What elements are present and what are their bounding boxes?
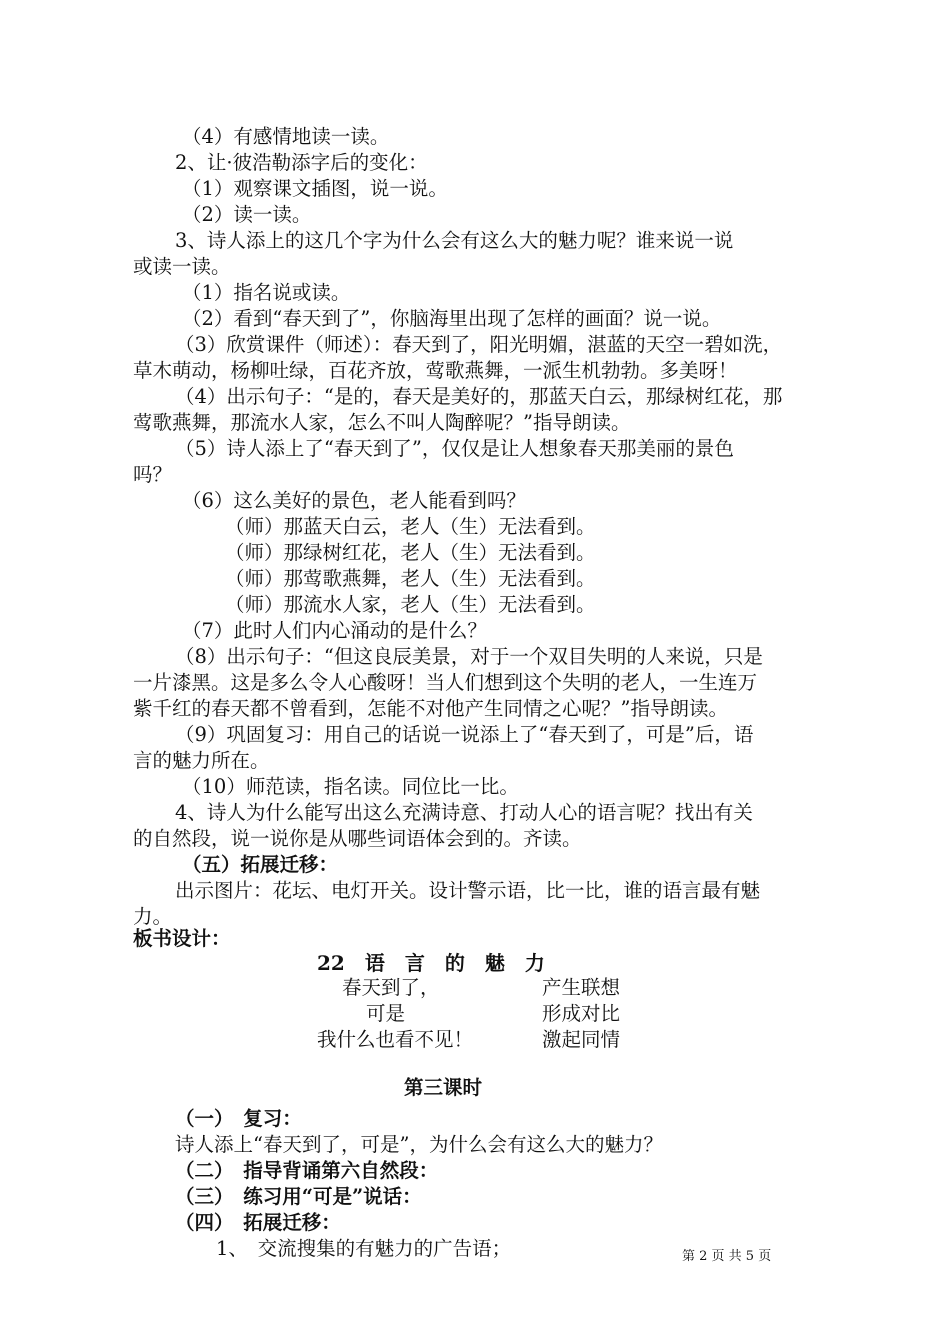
text-line: （4）有感情地读一读。 — [182, 125, 390, 148]
text-line: （1）观察课文插图，说一说。 — [182, 177, 448, 200]
text-line: （10）师范读，指名读。同位比一比。 — [182, 775, 519, 798]
section-heading: （四） 拓展迁移： — [175, 1211, 341, 1234]
section-heading: （一） 复习： — [175, 1107, 302, 1130]
board-left-item: 可是 — [366, 1002, 406, 1025]
text-line: 力。 — [133, 905, 173, 928]
text-line: （2）读一读。 — [182, 203, 312, 226]
text-line: 诗人添上“春天到了，可是”，为什么会有这么大的魅力？ — [175, 1133, 663, 1156]
text-line: （师）那流水人家，老人（生）无法看到。 — [225, 593, 596, 616]
text-line: 2、让·彼浩勒添字后的变化： — [175, 151, 428, 174]
text-line: 言的魅力所在。 — [133, 749, 270, 772]
text-line: （师）那蓝天白云，老人（生）无法看到。 — [225, 515, 596, 538]
page-number: 第 2 页 共 5 页 — [682, 1249, 772, 1264]
board-design-heading: 板书设计： — [133, 927, 231, 950]
text-line: 紫千红的春天都不曾看到，怎能不对他产生同情之心呢？”指导朗读。 — [133, 697, 728, 720]
board-left-item: 春天到了， — [342, 976, 440, 999]
text-line: （7）此时人们内心涌动的是什么？ — [182, 619, 487, 642]
text-line: 一片漆黑。这是多么令人心酸呀！当人们想到这个失明的老人，一生连万 — [133, 671, 758, 694]
text-line: （2）看到“春天到了”，你脑海里出现了怎样的画面？说一说。 — [182, 307, 722, 330]
text-line: 1、 交流搜集的有魅力的广告语； — [216, 1237, 512, 1260]
text-line: 的自然段，说一说你是从哪些词语体会到的。齐读。 — [133, 827, 582, 850]
text-line: 莺歌燕舞，那流水人家，怎么不叫人陶醉呢？”指导朗读。 — [133, 411, 631, 434]
text-line: （9）巩固复习：用自己的话说一说添上了“春天到了，可是”后，语 — [175, 723, 754, 746]
section-heading: （五）拓展迁移： — [182, 853, 339, 876]
text-line: （师）那莺歌燕舞，老人（生）无法看到。 — [225, 567, 596, 590]
section-heading: （三） 练习用“可是”说话： — [175, 1185, 422, 1208]
text-line: （5）诗人添上了“春天到了”，仅仅是让人想象春天那美丽的景色 — [175, 437, 734, 460]
text-line: （6）这么美好的景色，老人能看到吗？ — [182, 489, 526, 512]
text-line: 出示图片：花坛、电灯开关。设计警示语，比一比，谁的语言最有魅 — [175, 879, 761, 902]
text-line: 或读一读。 — [133, 255, 231, 278]
board-left-item: 我什么也看不见！ — [317, 1028, 474, 1051]
board-title: 22 语 言 的 魅 力 — [317, 951, 545, 975]
text-line: 吗？ — [133, 463, 173, 486]
text-line: （3）欣赏课件（师述）：春天到了，阳光明媚，湛蓝的天空一碧如洗， — [175, 333, 783, 356]
board-right-item: 产生联想 — [542, 976, 621, 999]
section-heading: （二） 指导背诵第六自然段： — [175, 1159, 439, 1182]
text-line: （8）出示句子：“但这良辰美景，对于一个双目失明的人来说，只是 — [175, 645, 763, 668]
board-right-item: 激起同情 — [542, 1028, 621, 1051]
text-line: 3、诗人添上的这几个字为什么会有这么大的魅力呢？谁来说一说 — [175, 229, 734, 252]
text-line: （4）出示句子：“是的，春天是美好的，那蓝天白云，那绿树红花，那 — [175, 385, 783, 408]
text-line: （师）那绿树红花，老人（生）无法看到。 — [225, 541, 596, 564]
text-line: （1）指名说或读。 — [182, 281, 351, 304]
text-line: 4、诗人为什么能写出这么充满诗意、打动人心的语言呢？找出有关 — [175, 801, 753, 824]
section-title: 第三课时 — [404, 1076, 483, 1099]
text-line: 草木萌动，杨柳吐绿，百花齐放，莺歌燕舞，一派生机勃勃。多美呀！ — [133, 359, 738, 382]
board-right-item: 形成对比 — [542, 1002, 621, 1025]
